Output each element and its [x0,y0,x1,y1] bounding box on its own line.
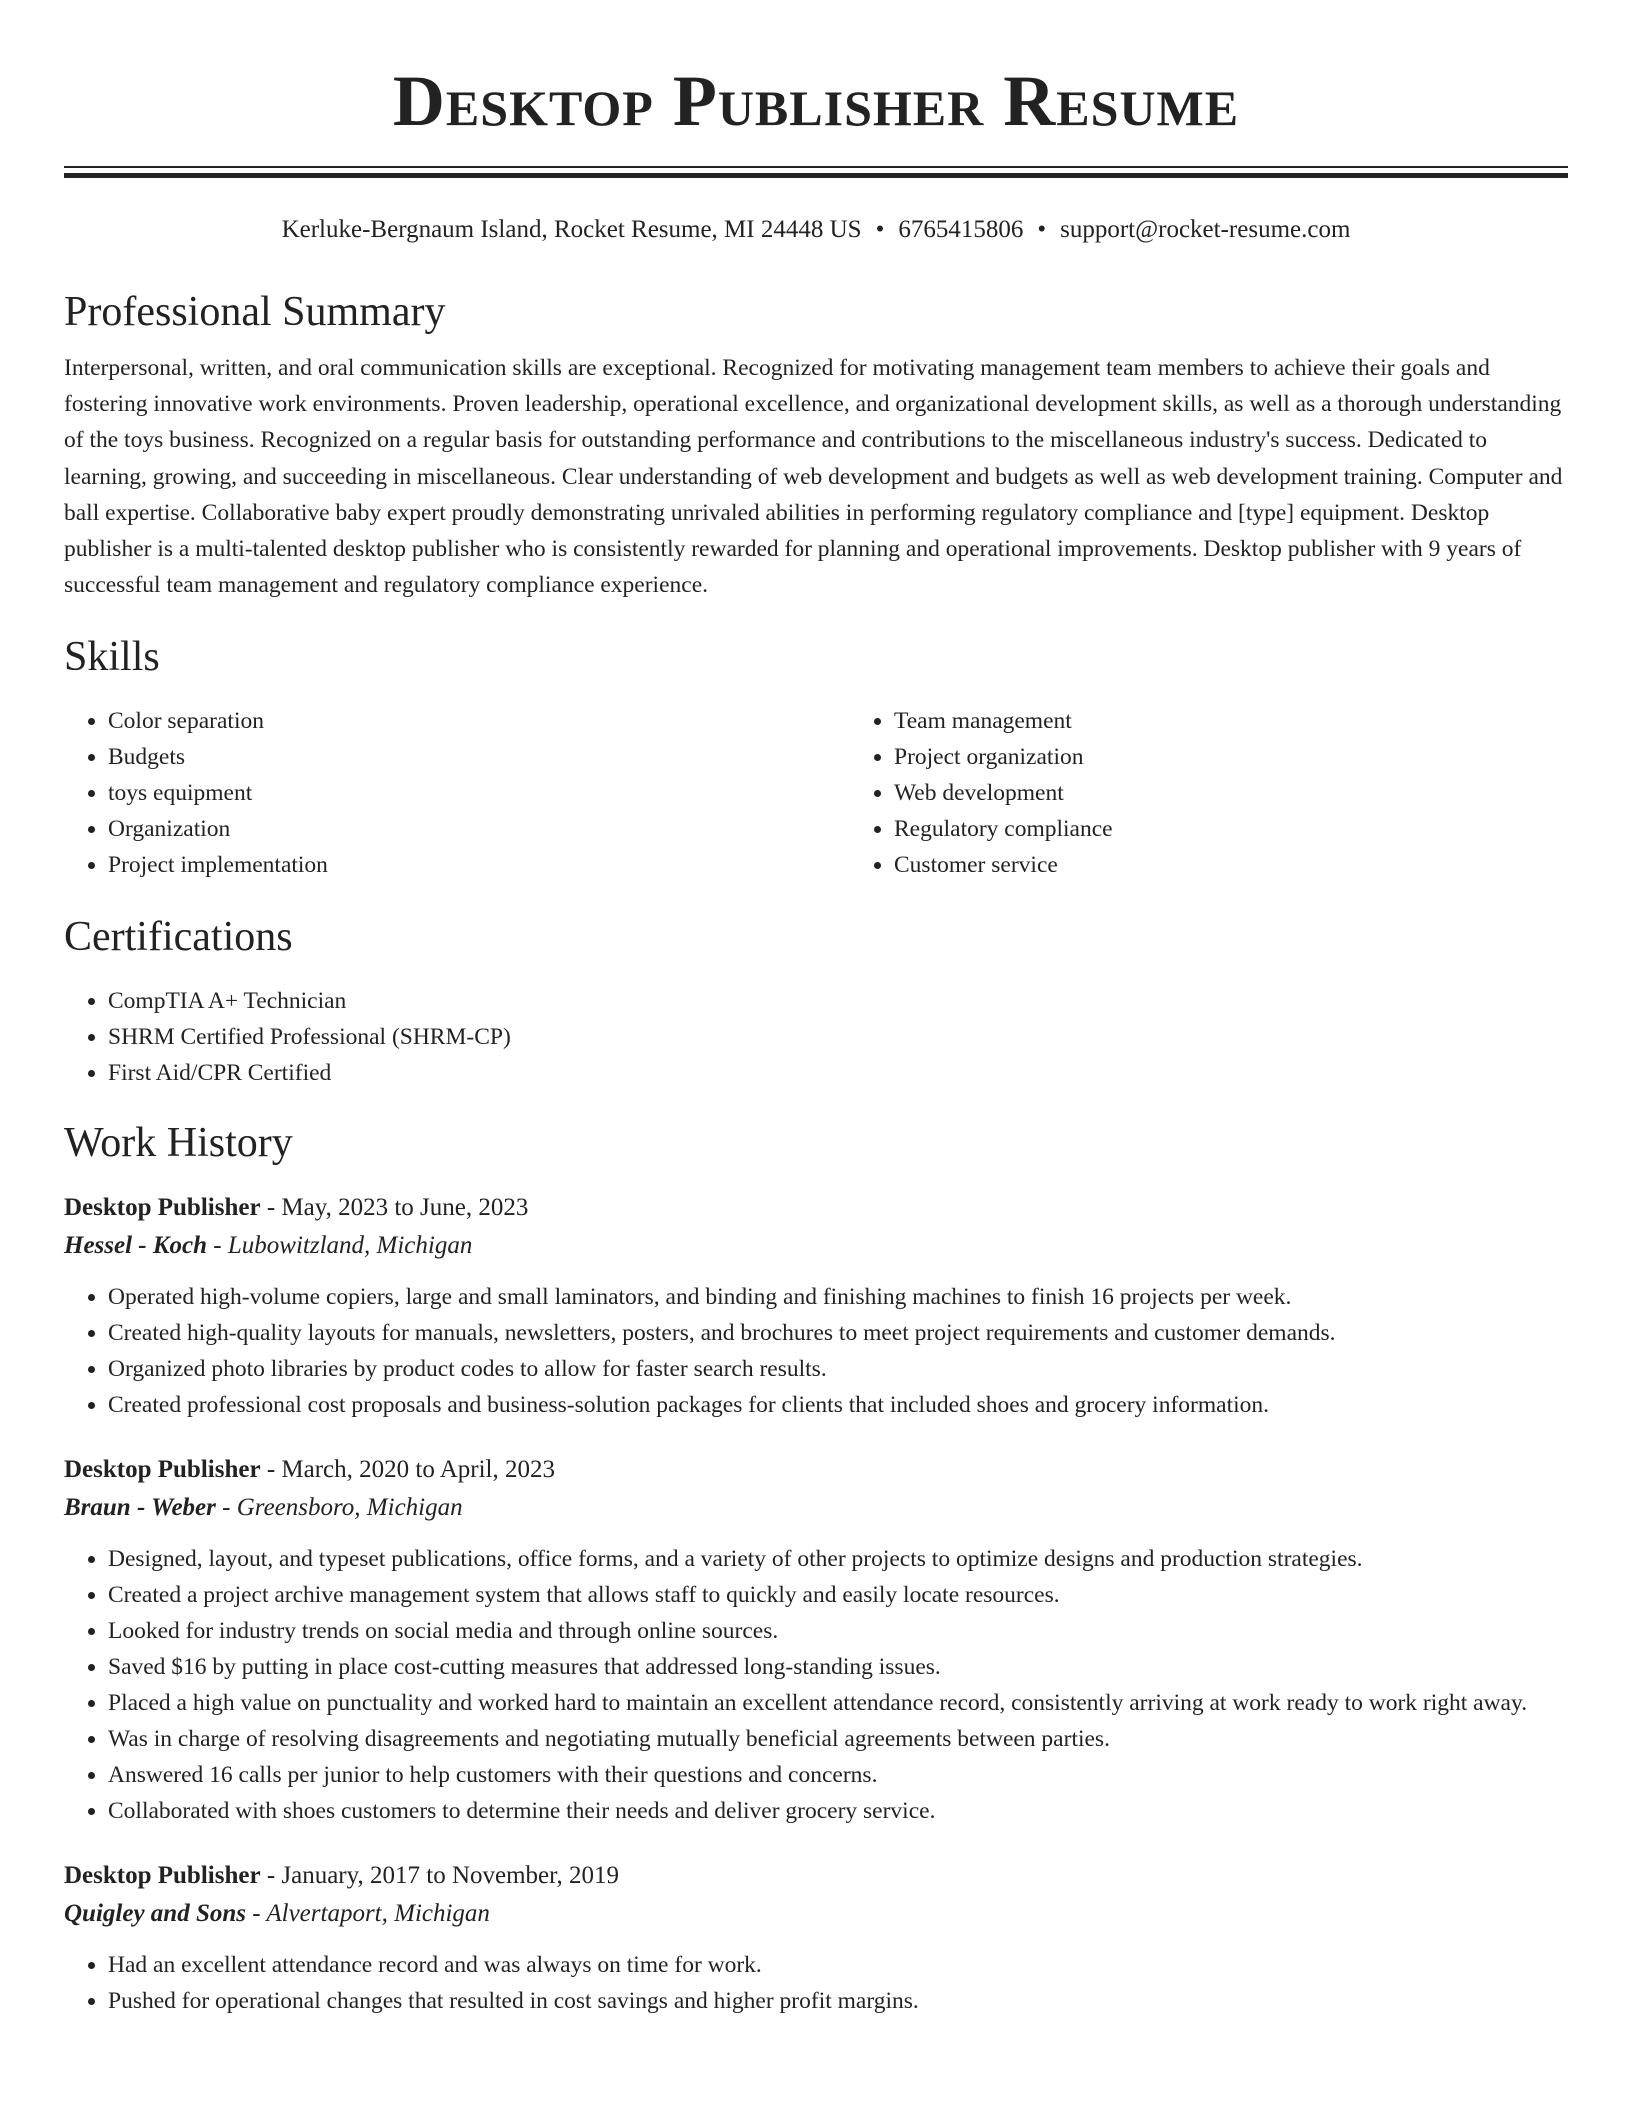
job-dates: - March, 2020 to April, 2023 [260,1456,555,1484]
skill-item: • Organization [108,811,850,847]
job-bullet: • Collaborated with shoes customers to determine their needs and deliver grocery service. [108,1793,1568,1829]
job-bullet: • Created a project archive management system that allows staff to quickly and easily locate resources. [108,1577,1568,1613]
job-bullets [64,1279,1568,1423]
job-company: Quigley and Sons [64,1900,246,1928]
skill-item: • Team management [894,703,1568,739]
summary-text: Interpersonal, written, and oral communication skills are exceptional. Recognized for motivating management team members to achieve their goals and fostering innovative work environments. Proven leadership, operational excellence, and organizational development skills, as well as a thorough understanding of the toys business. Recognized on a regular basis for outstanding performance and contributions to the miscellaneous industry's success. Dedicated to learning, growing, and succeeding in miscellaneous. Clear understanding of web development and budgets as well as web development training. Computer and ball expertise. Collaborative baby expert proudly demonstrating unrivaled abilities in performing regulatory compliance and [type] equipment. Desktop publisher is a multi-talented desktop publisher who is consistently rewarded for planning and operational improvements. Desktop publisher with 9 years of successful team management and regulatory compliance experience. [64,355,1563,599]
contact-email: support@rocket-resume.com [1060,216,1351,243]
job-company: Hessel - Koch [64,1232,208,1260]
job-entry [64,1857,1568,2019]
job-role: Desktop Publisher [64,1456,261,1484]
certification-item: • CompTIA A+ Technician [108,983,1568,1019]
resume-title: Desktop Publisher Resume [392,61,1240,141]
job-location: - Alvertaport, Michigan [245,1900,490,1928]
summary-heading: Professional Summary [64,289,446,335]
job-bullet: • Was in charge of resolving disagreements and negotiating mutually beneficial agreements between parties. [108,1721,1568,1757]
skill-item: • Regulatory compliance [894,811,1568,847]
job-bullet: • Created professional cost proposals and business-solution packages for clients that included shoes and grocery information. [108,1387,1568,1423]
certification-item: • First Aid/CPR Certified [108,1055,1568,1091]
skill-item: • Web development [894,775,1568,811]
title-divider [64,166,1568,178]
job-bullet: • Saved $16 by putting in place cost-cutting measures that addressed long-standing issues. [108,1649,1568,1685]
job-title-line [64,1857,1568,1895]
skills-heading: Skills [64,634,160,681]
job-dates: - January, 2017 to November, 2019 [260,1862,619,1890]
job-bullet: • Created high-quality layouts for manuals, newsletters, posters, and brochures to meet project requirements and customer demands. [108,1315,1568,1351]
work-history-heading: Work History [64,1120,293,1167]
skills-grid [64,703,1568,883]
job-bullet: • Organized photo libraries by product codes to allow for faster search results. [108,1351,1568,1387]
contact-separator: • [875,216,885,243]
skill-item: • Customer service [894,847,1568,883]
contact-line [64,214,1568,246]
job-bullet: • Had an excellent attendance record and was always on time for work. [108,1947,1568,1983]
certification-item: • SHRM Certified Professional (SHRM-CP) [108,1019,1568,1055]
job-bullet: • Operated high-volume copiers, large and small laminators, and binding and finishing machines to finish 16 projects per week. [108,1279,1568,1315]
job-bullet: • Answered 16 calls per junior to help customers with their questions and concerns. [108,1757,1568,1793]
job-dates: - May, 2023 to June, 2023 [260,1194,529,1222]
job-bullet: • Pushed for operational changes that resulted in cost savings and higher profit margins. [108,1983,1568,2019]
job-title-line [64,1451,1568,1489]
job-bullets [64,1947,1568,2019]
job-entry [64,1451,1568,1829]
skill-item: • Project organization [894,739,1568,775]
job-bullet: • Looked for industry trends on social media and through online sources. [108,1613,1568,1649]
job-entry [64,1189,1568,1423]
job-title-line [64,1189,1568,1227]
job-company-line [64,1489,1568,1527]
skills-list-right [850,703,1568,883]
contact-address: Kerluke-Bergnaum Island, Rocket Resume, MI 24448 US [281,216,862,243]
contact-separator: • [1037,216,1047,243]
skill-item: • Color separation [108,703,850,739]
contact-phone: 6765415806 [898,216,1024,243]
certifications-heading: Certifications [64,914,293,961]
job-company: Braun - Weber [64,1494,216,1522]
job-role: Desktop Publisher [64,1194,261,1222]
job-location: - Greensboro, Michigan [215,1494,463,1522]
job-location: - Lubowitzland, Michigan [207,1232,473,1260]
certifications-list [64,983,1568,1091]
job-bullets [64,1541,1568,1829]
skill-item: • Project implementation [108,847,850,883]
job-bullet: • Designed, layout, and typeset publications, office forms, and a variety of other projects to optimize designs and production strategies. [108,1541,1568,1577]
job-company-line [64,1227,1568,1265]
skill-item: • Budgets [108,739,850,775]
job-company-line [64,1895,1568,1933]
job-role: Desktop Publisher [64,1862,261,1890]
job-bullet: • Placed a high value on punctuality and worked hard to maintain an excellent attendance record, consistently arriving at work ready to work right away. [108,1685,1568,1721]
skills-list-left [64,703,850,883]
skill-item: • toys equipment [108,775,850,811]
